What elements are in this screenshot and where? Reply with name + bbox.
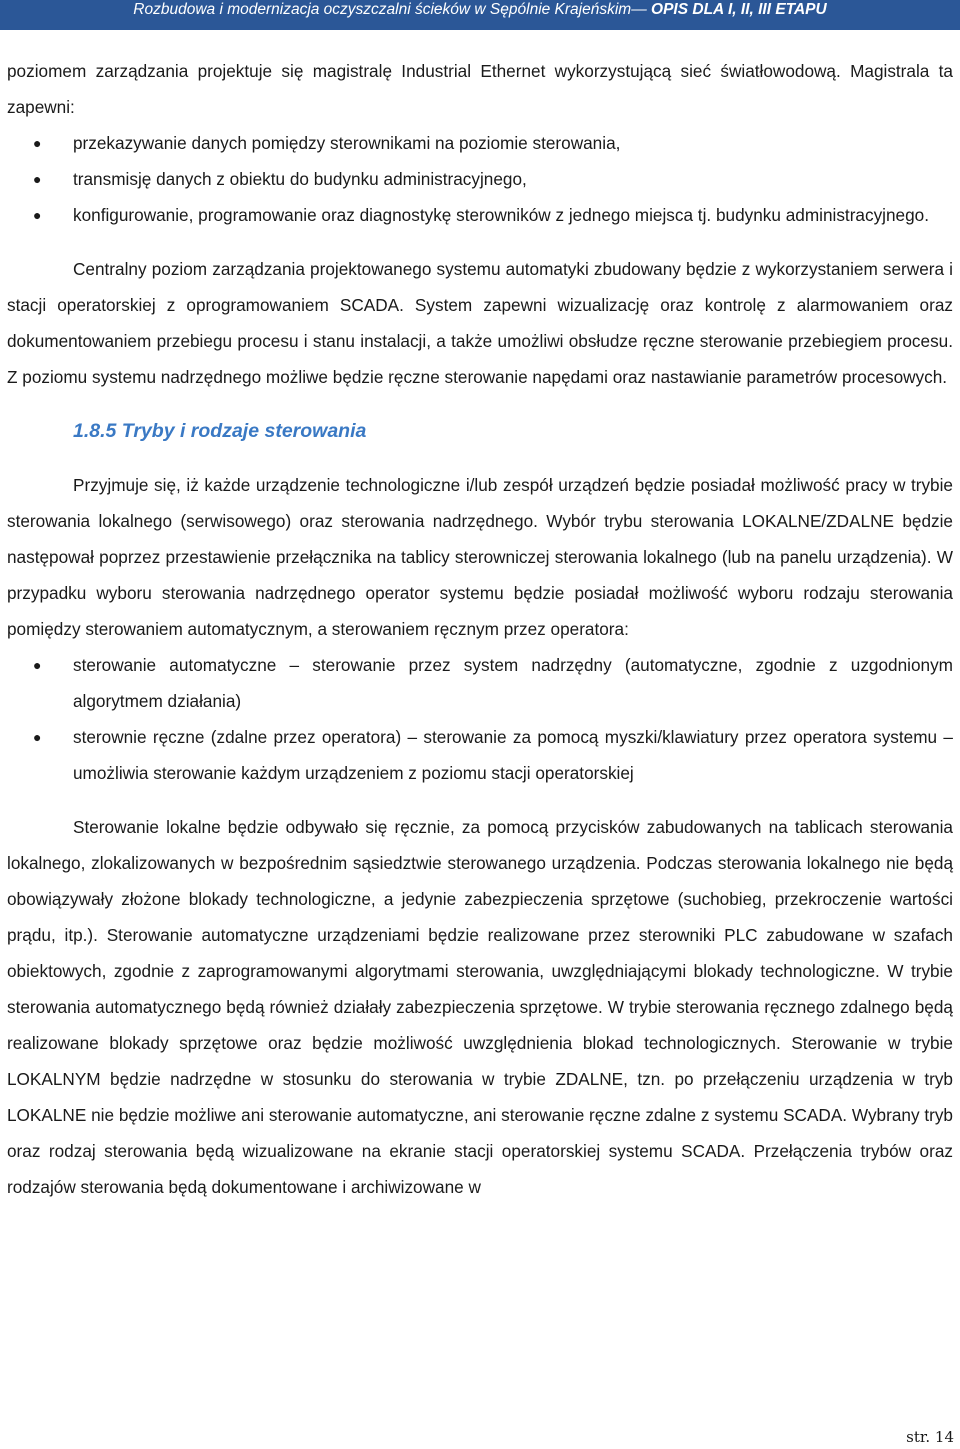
list-item-text: sterownie ręczne (zdalne przez operatora) – sterowanie za pomocą myszki/klawiatury przez operatora systemu – umożliwia sterowanie każdym urządzeniem z poziomu stacji operatorskiej	[73, 727, 953, 783]
intro-paragraph: poziomem zarządzania projektuje się magistralę Industrial Ethernet wykorzystującą sieć światłowodową. Magistrala ta zapewni:	[7, 61, 953, 117]
list-item	[7, 719, 953, 791]
list-item	[7, 125, 953, 161]
intro-bullet-list	[7, 125, 953, 233]
list-item	[7, 197, 953, 233]
bullet-icon: ●	[33, 207, 42, 223]
bullet-icon: ●	[33, 657, 42, 673]
list-item-text: transmisję danych z obiektu do budynku administracyjnego,	[73, 169, 527, 189]
bullet-icon: ●	[33, 729, 42, 745]
control-modes-paragraph: Przyjmuje się, iż każde urządzenie technologiczne i/lub zespół urządzeń będzie posiadał możliwość pracy w trybie sterowania lokalnego (serwisowego) oraz sterowania nadrzędnego. Wybór trybu sterowania LOKALNE/ZDALNE będzie następował poprzez przestawienie przełącznika na tablicy sterowniczej sterowania lokalnego (lub na panelu urządzenia). W przypadku wyboru sterowania nadrzędnego operator systemu będzie posiadał możliwość wyboru rodzaju sterowania pomiędzy sterowaniem automatycznym, a sterowaniem ręcznym przez operatora:	[7, 475, 953, 639]
page-body	[7, 53, 953, 1205]
central-level-paragraph: Centralny poziom zarządzania projektowanego systemu automatyki zbudowany będzie z wykorzystaniem serwera i stacji operatorskiej z oprogramowaniem SCADA. System zapewni wizualizację oraz kontrolę z alarmowaniem oraz dokumentowaniem przebiegu procesu i stanu instalacji, a także umożliwi obsłudze ręczne sterowanie przebiegiem procesu. Z poziomu systemu nadrzędnego możliwe będzie ręczne sterowanie napędami oraz nastawianie parametrów procesowych.	[7, 259, 953, 387]
section-title: Tryby i rodzaje sterowania	[121, 420, 367, 442]
list-item-text: sterowanie automatyczne – sterowanie przez system nadrzędny (automatyczne, zgodnie z uzgodnionym algorytmem działania)	[73, 655, 953, 711]
bullet-icon: ●	[33, 171, 42, 187]
control-modes-list	[7, 647, 953, 791]
running-header	[0, 0, 960, 30]
header-title: Rozbudowa i modernizacja oczyszczalni ścieków w Sępólnie Krajeńskim—	[133, 1, 652, 18]
list-item	[7, 161, 953, 197]
page-number: str. 14	[906, 1428, 954, 1446]
list-item-text: przekazywanie danych pomiędzy sterownikami na poziomie sterowania,	[73, 133, 621, 153]
local-control-paragraph: Sterowanie lokalne będzie odbywało się ręcznie, za pomocą przycisków zabudowanych na tablicach sterowania lokalnego, zlokalizowanych w bezpośrednim sąsiedztwie sterowanego urządzenia. Podczas sterowania lokalnego nie będą obowiązywały złożone blokady technologiczne, a jedynie zabezpieczenia sprzętowe (suchobieg, przekroczenie wartości prądu, itp.). Sterowanie automatyczne urządzeniami będzie realizowane przez sterowniki PLC zabudowane w szafach obiektowych, zgodnie z zaprogramowanymi algorytmami sterowania, uwzględniającymi blokady technologiczne. W trybie sterowania automatycznego będą również działały zabezpieczenia sprzętowe. W trybie sterowania ręcznego zdalnego będą realizowane blokady sprzętowe oraz będzie możliwość uwzględnienia blokad technologicznych. Sterowanie w trybie LOKALNYM będzie nadrzędne w stosunku do sterowania w trybie ZDALNE, tzn. po przełączeniu urządzenia w tryb LOKALNE nie będzie możliwe ani sterowanie automatyczne, ani sterowanie ręczne zdalne z systemu SCADA. Wybrany tryb oraz rodzaj sterowania będą wizualizowane na ekranie stacji operatorskiej systemu SCADA. Przełączenia trybów oraz rodzajów sterowania będą dokumentowane i archiwizowane w	[7, 817, 953, 1197]
section-heading	[7, 413, 953, 449]
list-item-text: konfigurowanie, programowanie oraz diagnostykę sterowników z jednego miejsca tj. budynku administracyjnego.	[73, 205, 930, 225]
section-number: 1.8.5	[73, 420, 117, 442]
list-item	[7, 647, 953, 719]
header-document-scope: OPIS DLA I, II, III ETAPU	[651, 1, 827, 18]
bullet-icon: ●	[33, 135, 42, 151]
